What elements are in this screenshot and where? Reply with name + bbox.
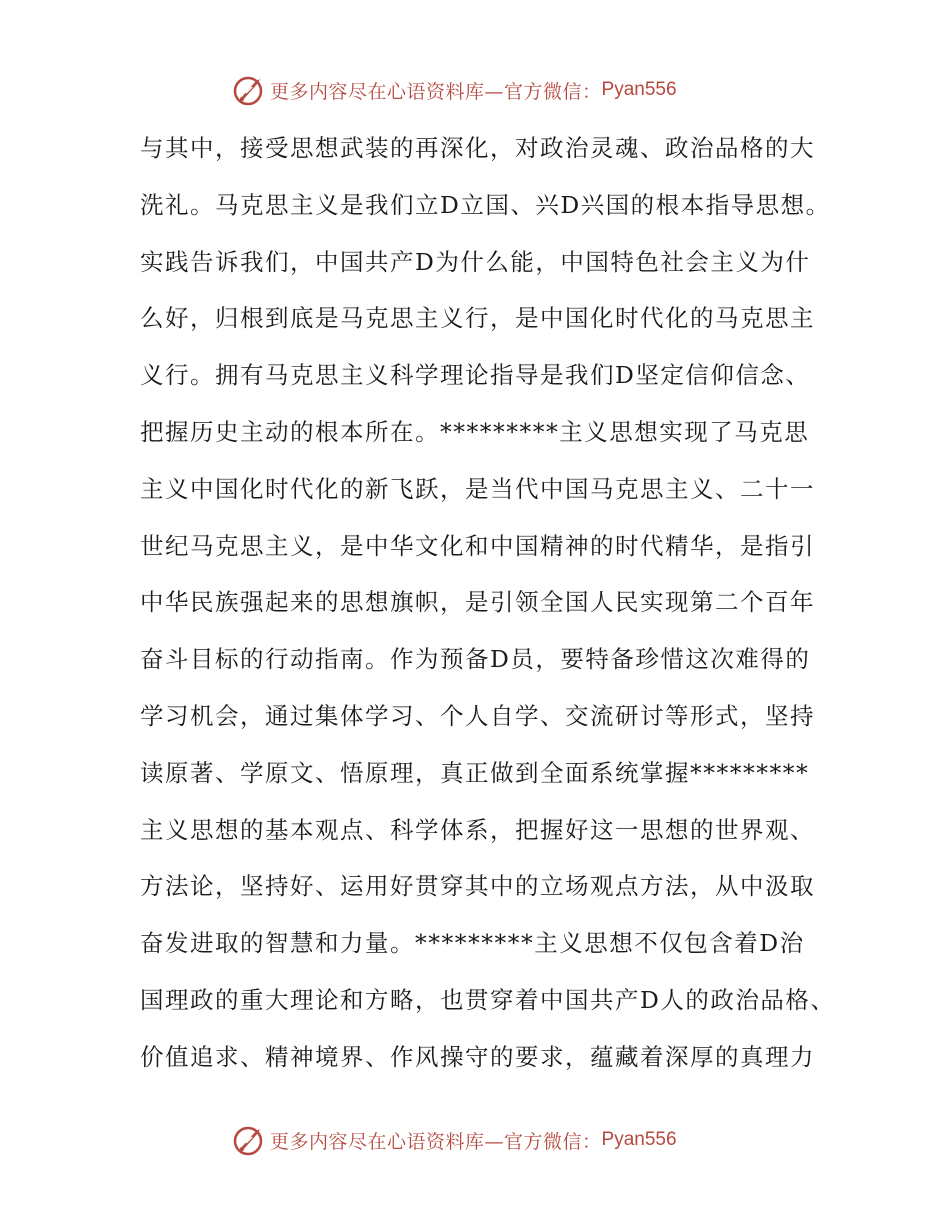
body-line: 方法论，坚持好、运用好贯穿其中的立场观点方法，从中汲取 [140,872,815,901]
body-line: 读原著、学原文、悟原理，真正做到全面系统掌握********* [140,758,810,787]
body-line: 奋斗目标的行动指南。作为预备D员，要特备珍惜这次难得的 [140,645,811,674]
body-line: 中华民族强起来的思想旗帜，是引领全国人民实现第二个百年 [140,588,815,617]
body-line: 么好，归根到底是马克思主义行，是中国化时代化的马克思主 [140,304,815,333]
footer-banner-text: 更多内容尽在心语资料库—官方微信： [270,1130,602,1153]
quill-pen-logo-icon [232,73,266,107]
footer-banner [232,1120,677,1160]
body-line: 主义中国化时代化的新飞跃，是当代中国马克思主义、二十一 [140,474,815,503]
body-line: 价值追求、精神境界、作风操守的要求，蕴藏着深厚的真理力 [140,1042,815,1071]
body-line: 洗礼。马克思主义是我们立D立国、兴D兴国的根本指导思想。 [140,190,831,219]
body-line: 学习机会，通过集体学习、个人自学、交流研讨等形式，坚持 [140,701,815,730]
footer-wechat-id: Pyan556 [601,1129,677,1150]
header-banner-text: 更多内容尽在心语资料库—官方微信： [270,80,602,103]
body-line: 实践告诉我们，中国共产D为什么能，中国特色社会主义为什 [140,247,811,276]
body-line: 与其中，接受思想武装的再深化，对政治灵魂、政治品格的大 [140,134,815,162]
header-banner [232,70,677,110]
body-line: 义行。拥有马克思主义科学理论指导是我们D坚定信仰信念、 [140,361,811,390]
body-line: 国理政的重大理论和方略，也贯穿着中国共产D人的政治品格、 [140,985,836,1014]
body-line: 世纪马克思主义，是中华文化和中国精神的时代精华，是指引 [140,531,815,560]
body-line: 奋发进取的智慧和力量。*********主义思想不仅包含着D治 [140,929,805,958]
body-line: 主义思想的基本观点、科学体系，把握好这一思想的世界观、 [140,815,815,844]
quill-pen-logo-icon [232,1123,266,1157]
header-wechat-id: Pyan556 [601,79,677,100]
document-body [140,120,836,1086]
body-line: 把握历史主动的根本所在。*********主义思想实现了马克思 [140,417,810,446]
